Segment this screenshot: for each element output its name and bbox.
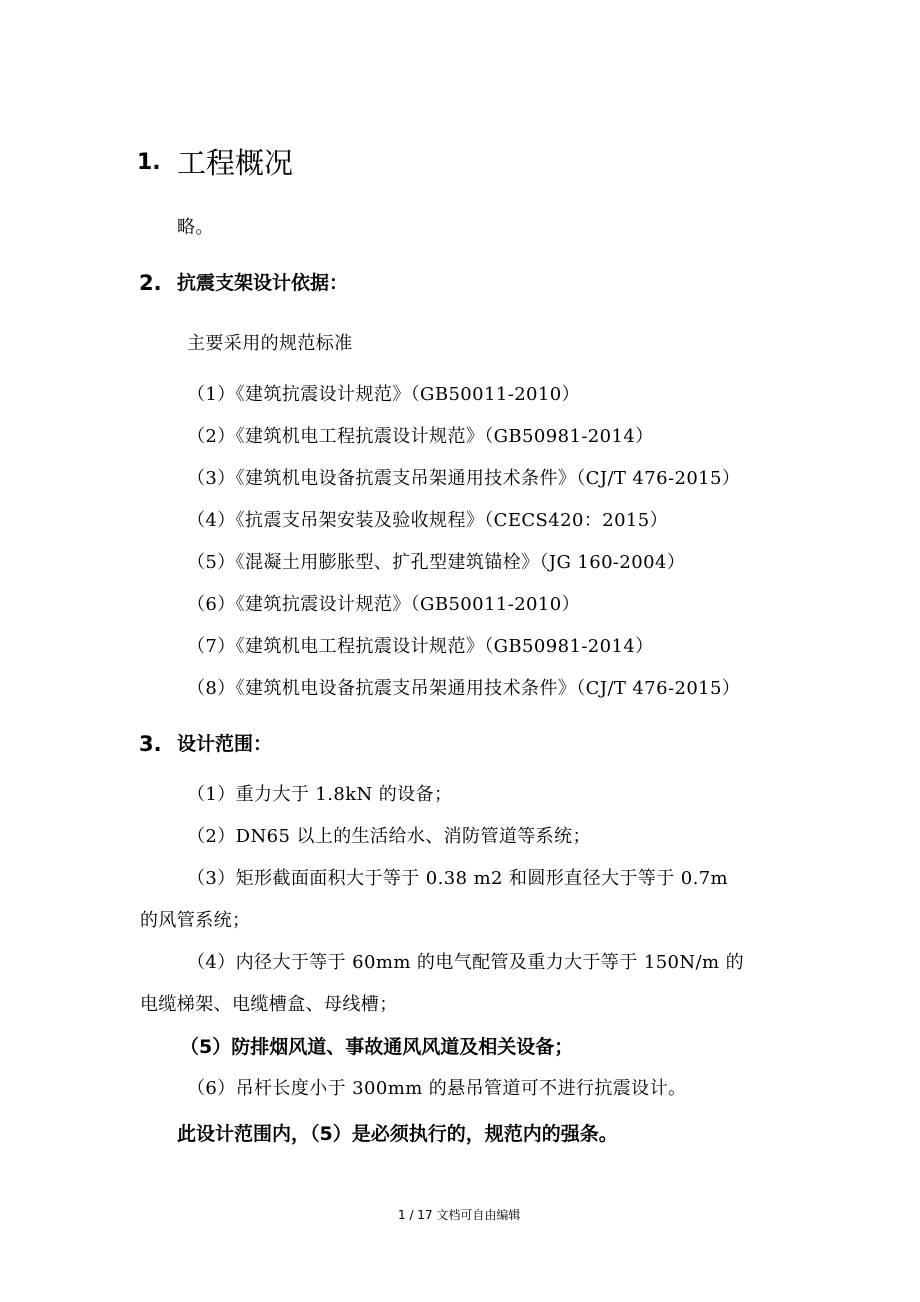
scope-item-6: （6）吊杆长度小于 300mm 的悬吊管道可不进行抗震设计。 bbox=[187, 1078, 687, 1099]
standard-item-7: （7）《建筑机电工程抗震设计规范》（GB50981-2014） bbox=[187, 636, 654, 657]
section1-number: 1. bbox=[137, 150, 161, 175]
scope-item-4-line1: （4）内径大于等于 60mm 的电气配管及重力大于等于 150N/m 的 bbox=[187, 952, 745, 973]
standard-item-6: （6）《建筑抗震设计规范》（GB50011-2010） bbox=[187, 594, 581, 615]
standard-item-5: （5）《混凝土用膨胀型、扩孔型建筑锚栓》（JG 160-2004） bbox=[187, 552, 686, 573]
standard-item-1: （1）《建筑抗震设计规范》（GB50011-2010） bbox=[187, 384, 581, 405]
scope-item-3-line1: （3）矩形截面面积大于等于 0.38 m2 和圆形直径大于等于 0.7m bbox=[187, 868, 729, 889]
standard-item-3: （3）《建筑机电设备抗震支吊架通用技术条件》（CJ/T 476-2015） bbox=[187, 468, 741, 489]
section2-number: 2. bbox=[139, 271, 162, 295]
section2-intro: 主要采用的规范标准 bbox=[187, 333, 353, 354]
scope-item-3-line2: 的风管系统； bbox=[140, 910, 251, 931]
standard-item-2: （2）《建筑机电工程抗震设计规范》（GB50981-2014） bbox=[187, 426, 654, 447]
section3-number: 3. bbox=[139, 732, 162, 756]
scope-item-5: （5）防排烟风道、事故通风风道及相关设备； bbox=[180, 1036, 574, 1058]
section1-body: 略。 bbox=[177, 217, 214, 238]
scope-conclusion: 此设计范围内，（5）是必须执行的，规范内的强条。 bbox=[177, 1123, 618, 1145]
scope-item-4-line2: 电缆梯架、电缆槽盒、母线槽； bbox=[140, 994, 398, 1015]
section3-title: 设计范围： bbox=[177, 733, 273, 755]
page-footer: 1 / 17 文档可自由编辑 bbox=[398, 1208, 521, 1222]
standard-item-4: （4）《抗震支吊架安装及验收规程》（CECS420：2015） bbox=[187, 510, 669, 531]
scope-item-2: （2）DN65 以上的生活给水、消防管道等系统； bbox=[187, 826, 591, 847]
scope-item-1: （1）重力大于 1.8kN 的设备； bbox=[187, 784, 453, 805]
section2-title: 抗震支架设计依据： bbox=[177, 272, 349, 294]
standard-item-8: （8）《建筑机电设备抗震支吊架通用技术条件》（CJ/T 476-2015） bbox=[187, 678, 741, 699]
section1-title: 工程概况 bbox=[177, 146, 294, 180]
